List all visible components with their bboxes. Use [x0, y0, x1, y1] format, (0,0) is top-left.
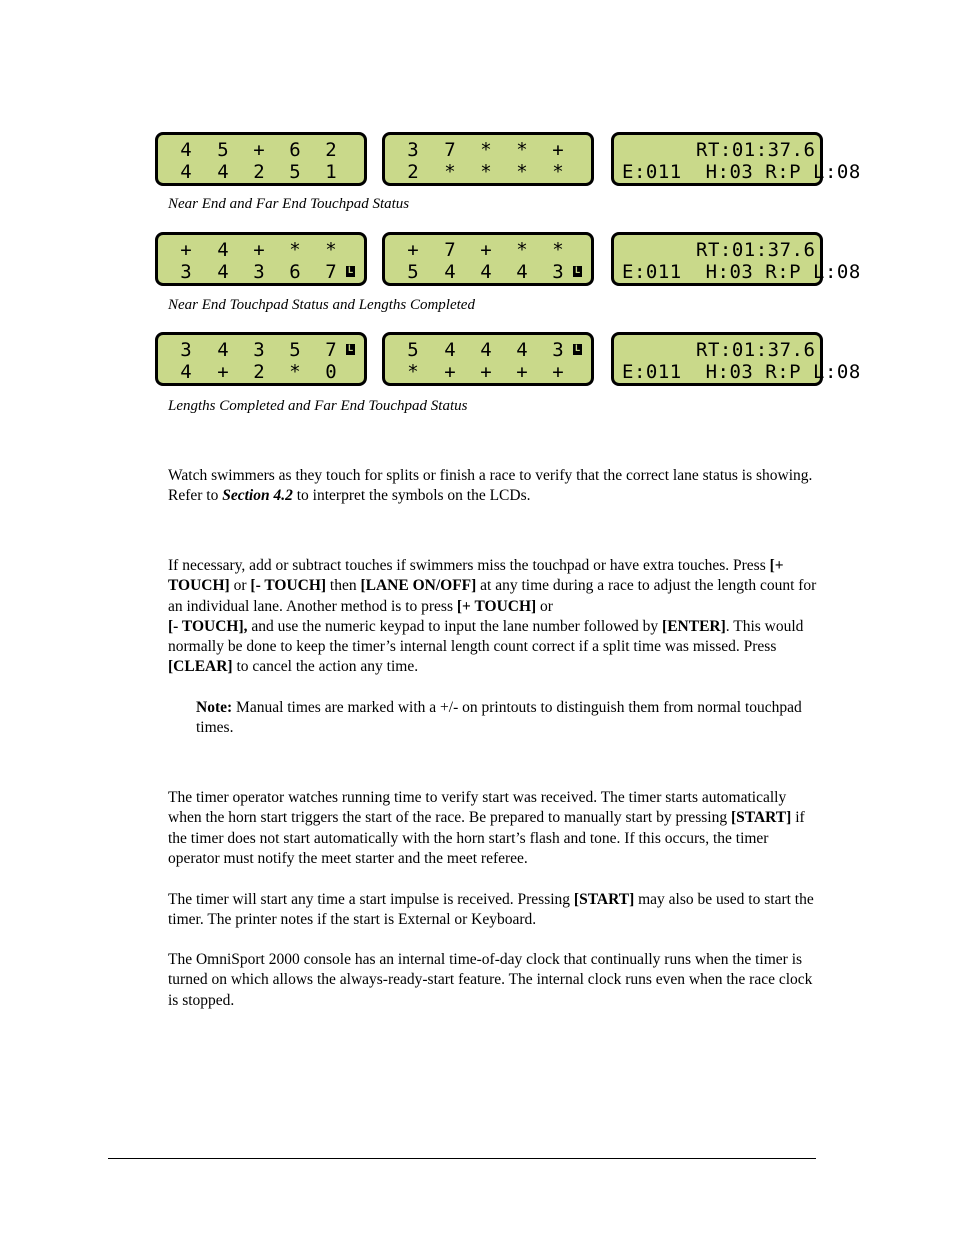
lane-symbol: 3 — [552, 339, 564, 361]
lcd-line-1 — [158, 339, 364, 361]
lcd-line-2 — [385, 161, 591, 183]
event-heat-text: E:011 H:03 R:P L:08 — [622, 261, 861, 283]
lane-symbol: 3 — [552, 261, 564, 283]
lcd-panel-race-status — [611, 232, 861, 286]
lane-symbol: + — [480, 239, 492, 261]
text: Watch swimmers as they touch for splits or finish a race to verify that the correct lane status is showing. Refer to — [168, 467, 813, 505]
lane-symbol: + — [480, 361, 492, 383]
lane-symbol: 2 — [407, 161, 419, 183]
lcd-line-2 — [158, 261, 364, 283]
lane-symbol: 5 — [217, 139, 229, 161]
event-heat-line — [614, 361, 861, 383]
lane-symbol: 5 — [407, 339, 419, 361]
lane-symbol: 3 — [407, 139, 419, 161]
event-heat-text: E:011 H:03 R:P L:08 — [622, 361, 861, 383]
lane-symbol: 4 — [217, 161, 229, 183]
text: The timer will start any time a start impulse is received. Pressing — [168, 891, 574, 908]
lane-symbol: * — [407, 361, 419, 383]
key-plus-touch: [+ TOUCH] — [168, 557, 784, 595]
lcd-panel-far-end — [382, 232, 594, 286]
figure-caption: Lengths Completed and Far End Touchpad Status — [168, 398, 468, 414]
lcd-panel-near-end — [155, 132, 367, 186]
lcd-panel-far-end — [382, 332, 594, 386]
text: The OmniSport 2000 console has an internal time-of-day clock that continually runs when the timer is turned on which allows the always-ready-start feature. The internal clock runs even when the race clock is stopped. — [168, 951, 813, 1009]
lane-symbol: 7 — [444, 239, 456, 261]
event-heat-line — [614, 261, 861, 283]
lane-symbol: 2 — [325, 139, 337, 161]
lane-symbol: * — [516, 161, 528, 183]
lane-symbol: * — [552, 161, 564, 183]
figure-caption: Near End and Far End Touchpad Status — [168, 196, 410, 212]
paragraph-running-time — [168, 788, 818, 869]
lcd-panel-near-end — [155, 232, 367, 286]
lengths-indicator-icon: L — [574, 266, 581, 276]
lane-symbol: * — [289, 361, 301, 383]
running-time-line — [614, 339, 820, 361]
key-start: [START] — [731, 809, 792, 827]
running-time-text: RT:01:37.6 — [696, 339, 816, 361]
lcd-line-1 — [385, 239, 591, 261]
lane-symbol: 1 — [325, 161, 337, 183]
paragraph-adjust-touches — [168, 556, 818, 678]
lane-symbol: * — [289, 239, 301, 261]
lane-symbol: 7 — [325, 339, 337, 361]
lane-symbol: * — [552, 239, 564, 261]
lane-symbol: 4 — [480, 339, 492, 361]
lane-symbol: 3 — [180, 339, 192, 361]
lane-symbol: 6 — [289, 261, 301, 283]
lane-symbol: 4 — [480, 261, 492, 283]
lcd-line-2 — [385, 361, 591, 383]
lcd-line-1 — [158, 139, 364, 161]
lane-symbol: 4 — [516, 339, 528, 361]
lane-symbol: + — [253, 239, 265, 261]
key-plus-touch: [+ TOUCH] — [456, 597, 537, 615]
note-label: Note: — [196, 699, 233, 716]
lane-symbol: * — [480, 139, 492, 161]
lane-symbol: 4 — [516, 261, 528, 283]
lane-symbol: 7 — [325, 261, 337, 283]
text: to cancel the action any time. — [232, 658, 419, 676]
lcd-panel-near-end — [155, 332, 367, 386]
section-reference: Section 4.2 — [222, 487, 293, 505]
note-text: Manual times are marked with a +/- on printouts to distinguish them from normal touchpad times. — [196, 699, 802, 737]
text: then — [326, 577, 361, 595]
lane-symbol: 3 — [180, 261, 192, 283]
event-heat-text: E:011 H:03 R:P L:08 — [622, 161, 861, 183]
running-time-text: RT:01:37.6 — [696, 239, 816, 261]
text: if the timer does not start automatically with the horn start’s flash and tone. If this occurs, the timer operator must notify the meet starter and the meet referee. — [168, 809, 805, 867]
running-time-line — [614, 139, 820, 161]
lane-symbol: 4 — [180, 361, 192, 383]
paragraph-verify-lane-status — [168, 466, 818, 507]
lane-symbol: 4 — [217, 261, 229, 283]
running-time-text: RT:01:37.6 — [696, 139, 816, 161]
running-time-line — [614, 239, 820, 261]
lane-symbol: 6 — [289, 139, 301, 161]
lane-symbol: * — [516, 139, 528, 161]
lane-symbol: * — [516, 239, 528, 261]
text: and use the numeric keypad to input the lane number followed by — [247, 617, 663, 635]
lengths-indicator-icon: L — [347, 266, 354, 276]
lane-symbol: 5 — [289, 339, 301, 361]
lcd-panel-race-status — [611, 332, 861, 386]
lane-symbol: 3 — [253, 339, 265, 361]
lane-symbol: 3 — [253, 261, 265, 283]
text: If necessary, add or subtract touches if swimmers miss the touchpad or have extra touches. Press — [168, 557, 770, 574]
key-clear: [CLEAR] — [168, 658, 233, 676]
lane-symbol: 4 — [217, 239, 229, 261]
lane-symbol: 5 — [289, 161, 301, 183]
paragraph-start-impulse — [168, 890, 818, 931]
lane-symbol: + — [516, 361, 528, 383]
text: . This would normally be done to keep the timer’s internal length count correct if a split time was missed. Press — [168, 617, 804, 656]
lcd-line-1 — [158, 239, 364, 261]
event-heat-line — [614, 161, 861, 183]
lane-symbol: + — [444, 361, 456, 383]
lane-symbol: + — [552, 361, 564, 383]
text: or — [536, 597, 553, 615]
lane-symbol: 2 — [253, 361, 265, 383]
text: to interpret the symbols on the LCDs. — [292, 487, 531, 505]
lane-symbol: 4 — [180, 139, 192, 161]
lengths-indicator-icon: L — [574, 344, 581, 354]
lengths-indicator-icon: L — [347, 344, 354, 354]
lane-symbol: * — [325, 239, 337, 261]
lane-symbol: * — [480, 161, 492, 183]
lane-symbol: + — [407, 239, 419, 261]
lane-symbol: + — [180, 239, 192, 261]
key-start: [START] — [573, 891, 635, 908]
paragraph-internal-clock — [168, 950, 818, 1011]
note-manual-times — [196, 698, 818, 739]
lane-symbol: 7 — [444, 139, 456, 161]
lcd-line-2 — [158, 161, 364, 183]
text: The timer operator watches running time to verify start was received. The timer starts automatically when the horn start triggers the start of the race. Be prepared to manually start by pressing — [168, 789, 787, 827]
lane-symbol: * — [444, 161, 456, 183]
key-lane-on-off: [LANE ON/OFF] — [360, 577, 477, 595]
text: may also be used to start the timer. The printer notes if the start is External or Keyboard. — [168, 891, 814, 929]
text: or — [229, 577, 251, 595]
lane-symbol: 2 — [253, 161, 265, 183]
lane-symbol: 0 — [325, 361, 337, 383]
key-minus-touch: [- TOUCH] — [250, 577, 327, 595]
lane-symbol: 4 — [180, 161, 192, 183]
lcd-panel-race-status — [611, 132, 861, 186]
lcd-line-1 — [385, 139, 591, 161]
lane-symbol: 4 — [217, 339, 229, 361]
lcd-line-1 — [385, 339, 591, 361]
lane-symbol: + — [217, 361, 229, 383]
text: at any time during a race to adjust the length count for an individual lane. Another method is to press — [168, 577, 817, 615]
lane-symbol: 4 — [444, 261, 456, 283]
key-minus-touch: [- TOUCH], — [168, 617, 248, 635]
lcd-panel-far-end — [382, 132, 594, 186]
lane-symbol: + — [253, 139, 265, 161]
lane-symbol: + — [552, 139, 564, 161]
footer-rule — [108, 1158, 816, 1159]
lcd-line-2 — [158, 361, 364, 383]
lcd-line-2 — [385, 261, 591, 283]
figure-caption: Near End Touchpad Status and Lengths Completed — [168, 297, 475, 313]
lane-symbol: 5 — [407, 261, 419, 283]
key-enter: [ENTER] — [662, 617, 726, 635]
lane-symbol: 4 — [444, 339, 456, 361]
